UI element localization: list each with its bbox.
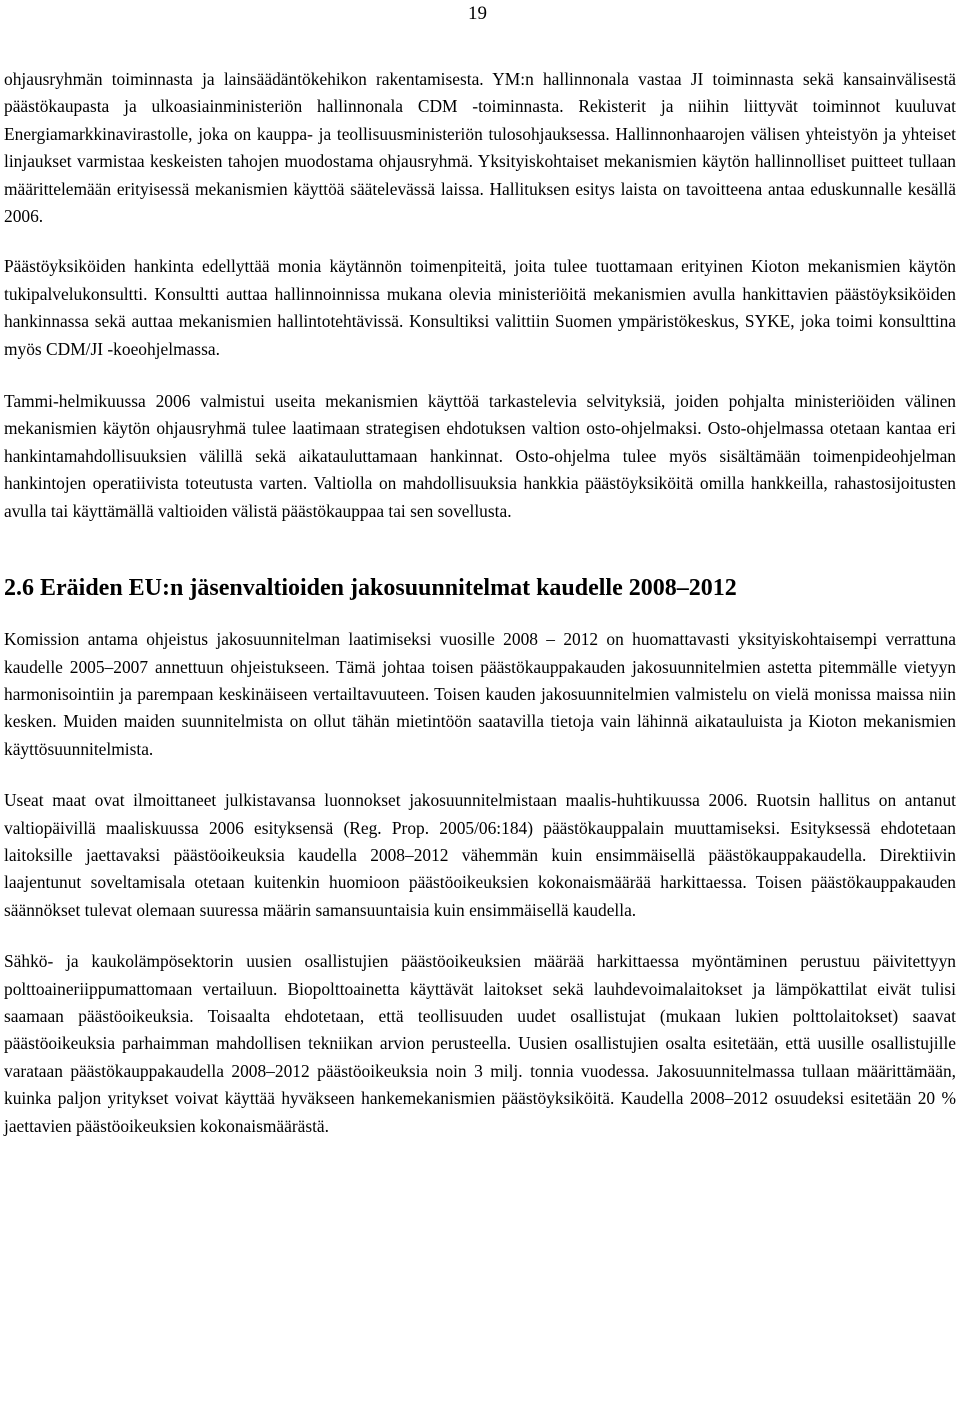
paragraph-sahko-ja-kaukolampo: Sähkö- ja kaukolämpösektorin uusien osallistujien päästöoikeuksien määrää harkittaessa myöntäminen perustuu päivitettyyn polttoaineriippumattomaan vertailuun. Biopolttoainetta käyttävät laitokset sekä lauhdevoimalaitokset ja lämpökattilat eivät tulisi saamaan päästöoikeuksia. Toisaalta ehdotetaan, että teollisuuden uudet osallistujat (mukaan lukien polttolaitokset) saavat päästöoikeuksia parhaimman mahdollisen tekniikan arvion perusteella. Uusien osallistujien osalta esitetään, että uusille osallistujille varataan päästökauppakaudella 2008–2012 päästöoikeuksia noin 3 milj. tonnia vuodessa. Jakosuunnitelmassa tullaan määrittämään, kuinka paljon yritykset voivat käyttää hyväkseen hankemekanismien päästöyksiköitä. Kaudella 2008–2012 osuudeksi esitetään 20 % jaettavien päästöoikeuksien kokonaismäärästä. xyxy=(4,951,956,1136)
paragraph-ruotsin-hallitus: Useat maat ovat ilmoittaneet julkistavansa luonnokset jakosuunnitelmistaan maalis-huhtikuussa 2006. Ruotsin hallitus on antanut valtiopäivillä maaliskuussa 2006 esityksensä (Reg. Prop. 2005/06:184) päästökauppalain muuttamiseksi. Esityksessä ehdotetaan laitoksille jaettavaksi päästöoikeuksia kaudella 2008–2012 vähemmän kuin ensimmäisellä päästökauppakaudella. Direktiivin laajentunut soveltamisala otetaan kuitenkin huomioon päästöoikeuksien kokonaismäärää harkittaessa. Toisen päästökauppakauden säännökset tulevat olemaan suuressa määrin samansuuntaisia kuin ensimmäisellä kaudella. xyxy=(4,790,956,920)
section-heading: 2.6 Eräiden EU:n jäsenvaltioiden jakosuunnitelmat kaudelle 2008–2012 xyxy=(4,575,737,602)
paragraph-komission-ohjeistus: Komission antama ohjeistus jakosuunnitelman laatimiseksi vuosille 2008 – 2012 on huomattavasti yksityiskohtaisempi verrattuna kaudelle 2005–2007 annettuun ohjeistukseen. Tämä johtaa toisen päästökauppakauden jakosuunnitelmien astetta pitemmälle vietyyn harmonisointiin ja parempaan keskinäiseen vertailtavuuteen. Toisen kauden jakosuunnitelmien valmistelu on vielä monissa maissa niin kesken. Muiden maiden suunnitelmista on ollut tähän mietintöön saatavilla tietoja vain lähinnä aikatauluista ja Kioton mekanismien käyttösuunnitelmista. xyxy=(4,629,956,759)
page-number: 19 xyxy=(468,3,487,24)
paragraph-selvitykset: Tammi-helmikuussa 2006 valmistui useita mekanismien käyttöä tarkastelevia selvityksiä, joiden pohjalta ministeriöiden välinen mekanismien käytön ohjausryhmä tulee laatimaan strategisen ehdotuksen valtion osto-ohjelmaksi. Osto-ohjelmassa otetaan kantaa eri hankintamahdollisuuksien välillä sekä aikatauluttamaan hankinnat. Osto-ohjelma tulee myös sisältämään toimenpideohjelman hankintojen operatiivista toteutusta varten. Valtiolla on mahdollisuuksia hankkia päästöyksiköitä omilla hankkeilla, rahastosijoitusten avulla tai käyttämällä valtioiden välistä päästökauppaa tai sen sovellusta. xyxy=(4,391,956,521)
document-body xyxy=(4,66,956,1140)
paragraph-paastoyksikoiden-hankinta: Päästöyksiköiden hankinta edellyttää monia käytännön toimenpiteitä, joita tulee tuottamaan erityinen Kioton mekanismien käytön tukipalvelukonsultti. Konsultti auttaa hallinnoinnissa mukana olevia ministeriöitä mekanismien avulla hankittavien päästöyksiköiden hankinnassa sekä auttaa mekanismien hallintotehtävissä. Konsultiksi valittiin Suomen ympäristökeskus, SYKE, joka toimi konsulttina myös CDM/JI -koeohjelmassa. xyxy=(4,256,956,359)
paragraph-ohjausryhma: ohjausryhmän toiminnasta ja lainsäädäntökehikon rakentamisesta. YM:n hallinnonala vastaa JI toiminnasta sekä kansainvälisestä päästökaupasta ja ulkoasiainministeriön hallinnonala CDM -toiminnasta. Rekisterit ja niihin liittyvät toiminnot kuuluvat Energiamarkkinavirastolle, joka on kauppa- ja teollisuusministeriön tulosohjauksessa. Hallinnonhaarojen välisen yhteistyön ja yhteiset linjaukset varmistaa keskeisten tahojen muodostama ohjausryhmä. Yksityiskohtaiset mekanismien käytön hallinnolliset puitteet tullaan määrittelemään erityisessä mekanismien käyttöä säätelevässä laissa. Hallituksen esitys laista on tavoitteena antaa eduskunnalle kesällä 2006. xyxy=(4,69,956,227)
